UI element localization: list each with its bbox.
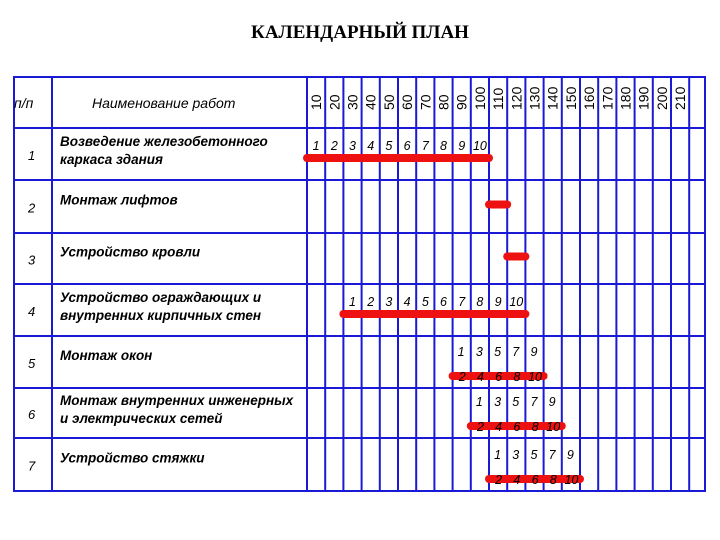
segment-label: 2 (330, 139, 338, 153)
name-column-header: Наименование работ (92, 95, 236, 111)
task-number: 1 (28, 148, 36, 163)
segment-label: 5 (421, 295, 429, 309)
segment-label: 5 (385, 139, 393, 153)
segment-label: 2 (495, 473, 503, 487)
segment-label: 5 (494, 345, 502, 359)
task-number: 5 (28, 356, 36, 371)
segment-label: 2 (476, 420, 484, 434)
segment-label: 1 (349, 295, 356, 309)
segment-label: 4 (403, 295, 411, 309)
segment-label: 10 (509, 295, 524, 309)
segment-label: 9 (548, 395, 556, 409)
timeline-tick-label: 120 (508, 86, 525, 110)
segment-label: 4 (513, 473, 521, 487)
num-column-header: п/п (14, 95, 34, 111)
timeline-tick-label: 140 (544, 86, 561, 110)
timeline-tick-label: 50 (380, 94, 397, 110)
segment-label: 1 (475, 395, 483, 409)
segment-label: 6 (440, 295, 447, 309)
timeline-tick-label: 130 (526, 86, 543, 110)
segment-label: 6 (403, 139, 411, 153)
segment-label: 6 (513, 420, 521, 434)
segment-label: 7 (458, 295, 466, 309)
task-row (28, 134, 268, 167)
segment-label: 4 (495, 420, 503, 434)
segment-label: 6 (495, 370, 503, 384)
timeline-tick-label: 10 (308, 94, 325, 110)
segment-label: 9 (530, 345, 538, 359)
timeline-tick-label: 110 (490, 87, 507, 110)
segment-label: 3 (385, 295, 393, 309)
segment-label: 4 (367, 139, 375, 153)
segment-label: 8 (531, 420, 539, 434)
timeline-tick-label: 60 (399, 94, 416, 110)
timeline-tick-label: 150 (562, 86, 579, 110)
segment-label: 8 (476, 295, 484, 309)
timeline-tick-label: 30 (344, 94, 361, 110)
segment-label: 2 (367, 295, 375, 309)
segment-label: 10 (546, 420, 561, 434)
timeline-tick-label: 80 (435, 94, 452, 110)
task-name: Устройство стяжки (60, 450, 205, 466)
segment-label: 3 (512, 448, 520, 462)
task-row (28, 393, 294, 426)
task-number: 6 (28, 407, 36, 422)
task-rows (27, 134, 294, 474)
segment-label: 10 (528, 370, 543, 384)
segment-label: 3 (349, 139, 356, 153)
segment-label: 2 (458, 370, 466, 384)
timeline-tick-label: 170 (599, 86, 616, 110)
segment-label: 9 (566, 448, 574, 462)
segment-label: 7 (548, 448, 556, 462)
segment-label: 8 (549, 473, 557, 487)
segment-label: 7 (530, 395, 538, 409)
segment-label: 5 (530, 448, 538, 462)
task-bars (307, 139, 580, 487)
task-number: 4 (28, 304, 36, 319)
timeline-header (308, 86, 688, 110)
timeline-tick-label: 180 (617, 86, 634, 110)
segment-label: 10 (472, 139, 487, 153)
segment-label: 3 (494, 395, 502, 409)
task-bar-group (489, 448, 580, 487)
segment-label: 1 (312, 139, 320, 153)
segment-label: 8 (513, 370, 521, 384)
timeline-tick-label: 70 (417, 94, 434, 110)
timeline-tick-label: 190 (635, 86, 652, 110)
segment-label: 9 (458, 139, 466, 153)
segment-label: 6 (531, 473, 539, 487)
task-name: Монтаж окон (60, 348, 153, 363)
timeline-tick-label: 160 (581, 86, 598, 110)
segment-label: 9 (494, 295, 502, 309)
task-bar-group (453, 345, 544, 384)
task-number: 2 (28, 200, 36, 216)
task-name: Устройство ограждающих и (60, 290, 262, 305)
segment-label: 4 (476, 370, 484, 384)
segment-label: 5 (512, 395, 520, 409)
timeline-tick-label: 40 (362, 94, 379, 110)
timeline-tick-label: 100 (471, 86, 488, 110)
segment-label: 8 (440, 139, 447, 153)
timeline-tick-label: 200 (653, 86, 670, 110)
task-row (27, 193, 178, 216)
page-title: КАЛЕНДАРНЫЙ ПЛАН (251, 22, 469, 43)
task-row (28, 451, 205, 474)
task-name: и электрических сетей (60, 411, 223, 426)
task-row (28, 348, 152, 371)
segment-label: 7 (512, 345, 520, 359)
task-name: Монтаж внутренних инженерных (60, 393, 294, 408)
timeline-tick-label: 210 (672, 86, 689, 110)
task-row (28, 290, 262, 323)
segment-label: 3 (475, 345, 483, 359)
task-name: Возведение железобетонного (60, 134, 268, 149)
task-name: Монтаж лифтов (60, 192, 178, 208)
task-bar-group (471, 395, 562, 434)
timeline-tick-label: 20 (326, 94, 343, 110)
segment-label: 10 (564, 473, 579, 487)
task-number: 7 (28, 458, 36, 474)
task-row (28, 245, 201, 268)
segment-label: 1 (494, 448, 502, 462)
task-name: внутренних кирпичных стен (60, 308, 262, 323)
segment-label: 1 (457, 345, 465, 359)
timeline-tick-label: 90 (453, 94, 470, 110)
segment-label: 7 (421, 139, 429, 153)
task-name: Устройство кровли (60, 244, 201, 260)
task-name: каркаса здания (60, 152, 163, 167)
task-number: 3 (28, 252, 36, 268)
